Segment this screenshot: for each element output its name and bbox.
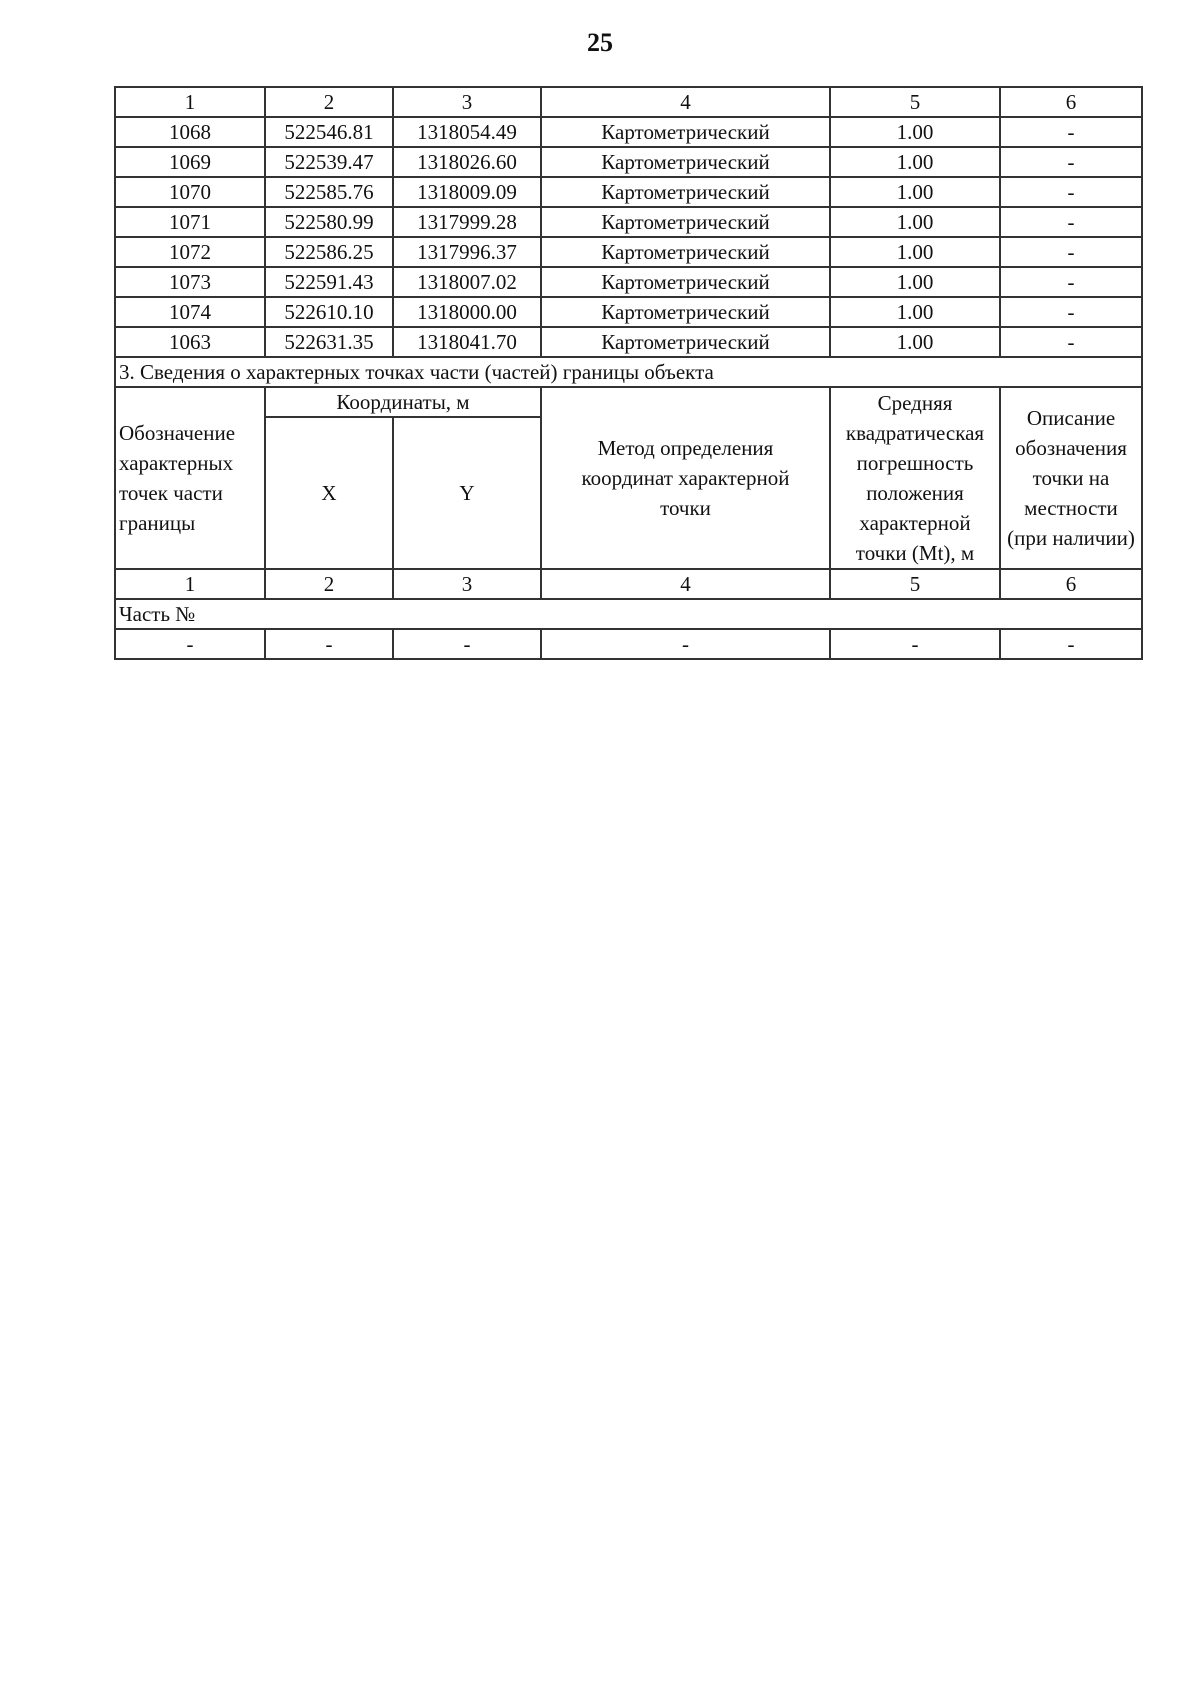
method-cell: Картометрический [541, 147, 830, 177]
column-number: 1 [115, 569, 265, 599]
header-accuracy: Средняя квадратическая погрешность положения характерной точки (Mt), м [830, 387, 1000, 569]
section-title-row [115, 357, 1142, 387]
x-coordinate-cell: 522631.35 [265, 327, 393, 357]
x-coordinate-cell: 522546.81 [265, 117, 393, 147]
method-cell: Картометрический [541, 177, 830, 207]
accuracy-cell: 1.00 [830, 147, 1000, 177]
empty-cell: - [541, 629, 830, 659]
description-cell: - [1000, 297, 1142, 327]
accuracy-cell: 1.00 [830, 207, 1000, 237]
point-number-cell: 1074 [115, 297, 265, 327]
accuracy-cell: 1.00 [830, 297, 1000, 327]
empty-row [115, 629, 1142, 659]
x-coordinate-cell: 522539.47 [265, 147, 393, 177]
empty-cell: - [115, 629, 265, 659]
table-row [115, 147, 1142, 177]
section-column-number-row [115, 569, 1142, 599]
column-number: 4 [541, 569, 830, 599]
coordinates-table [114, 86, 1143, 660]
header-point-designation: Обозначение характерных точек части границы [115, 387, 265, 569]
section-header-row [115, 387, 1142, 417]
table-row [115, 267, 1142, 297]
accuracy-cell: 1.00 [830, 237, 1000, 267]
empty-cell: - [265, 629, 393, 659]
point-number-cell: 1068 [115, 117, 265, 147]
y-coordinate-cell: 1318026.60 [393, 147, 541, 177]
method-cell: Картометрический [541, 297, 830, 327]
header-coordinates: Координаты, м [265, 387, 541, 417]
header-x: X [265, 417, 393, 569]
y-coordinate-cell: 1317996.37 [393, 237, 541, 267]
description-cell: - [1000, 177, 1142, 207]
description-cell: - [1000, 147, 1142, 177]
table-row [115, 207, 1142, 237]
description-cell: - [1000, 237, 1142, 267]
description-cell: - [1000, 117, 1142, 147]
y-coordinate-cell: 1318000.00 [393, 297, 541, 327]
point-number-cell: 1072 [115, 237, 265, 267]
accuracy-cell: 1.00 [830, 327, 1000, 357]
method-cell: Картометрический [541, 117, 830, 147]
table-row [115, 177, 1142, 207]
method-cell: Картометрический [541, 237, 830, 267]
column-number: 5 [830, 569, 1000, 599]
x-coordinate-cell: 522591.43 [265, 267, 393, 297]
table-row [115, 297, 1142, 327]
table-row [115, 327, 1142, 357]
y-coordinate-cell: 1318041.70 [393, 327, 541, 357]
y-coordinate-cell: 1318007.02 [393, 267, 541, 297]
column-number: 6 [1000, 87, 1142, 117]
column-number: 1 [115, 87, 265, 117]
part-label-row [115, 599, 1142, 629]
column-number-row [115, 87, 1142, 117]
y-coordinate-cell: 1318009.09 [393, 177, 541, 207]
column-number: 2 [265, 87, 393, 117]
column-number: 3 [393, 569, 541, 599]
point-number-cell: 1069 [115, 147, 265, 177]
x-coordinate-cell: 522586.25 [265, 237, 393, 267]
empty-cell: - [1000, 629, 1142, 659]
page-number: 25 [587, 28, 613, 57]
column-number: 4 [541, 87, 830, 117]
description-cell: - [1000, 327, 1142, 357]
x-coordinate-cell: 522580.99 [265, 207, 393, 237]
description-cell: - [1000, 267, 1142, 297]
table-row [115, 237, 1142, 267]
point-number-cell: 1073 [115, 267, 265, 297]
section-title: 3. Сведения о характерных точках части (частей) границы объекта [115, 357, 1142, 387]
method-cell: Картометрический [541, 267, 830, 297]
y-coordinate-cell: 1317999.28 [393, 207, 541, 237]
accuracy-cell: 1.00 [830, 177, 1000, 207]
point-number-cell: 1071 [115, 207, 265, 237]
x-coordinate-cell: 522585.76 [265, 177, 393, 207]
header-method: Метод определения координат характерной точки [541, 387, 830, 569]
x-coordinate-cell: 522610.10 [265, 297, 393, 327]
part-label: Часть № [115, 599, 1142, 629]
description-cell: - [1000, 207, 1142, 237]
y-coordinate-cell: 1318054.49 [393, 117, 541, 147]
column-number: 3 [393, 87, 541, 117]
empty-cell: - [393, 629, 541, 659]
accuracy-cell: 1.00 [830, 117, 1000, 147]
point-number-cell: 1070 [115, 177, 265, 207]
point-number-cell: 1063 [115, 327, 265, 357]
column-number: 2 [265, 569, 393, 599]
method-cell: Картометрический [541, 207, 830, 237]
method-cell: Картометрический [541, 327, 830, 357]
column-number: 6 [1000, 569, 1142, 599]
header-description: Описание обозначения точки на местности (при наличии) [1000, 387, 1142, 569]
column-number: 5 [830, 87, 1000, 117]
accuracy-cell: 1.00 [830, 267, 1000, 297]
header-y: Y [393, 417, 541, 569]
table-row [115, 117, 1142, 147]
empty-cell: - [830, 629, 1000, 659]
